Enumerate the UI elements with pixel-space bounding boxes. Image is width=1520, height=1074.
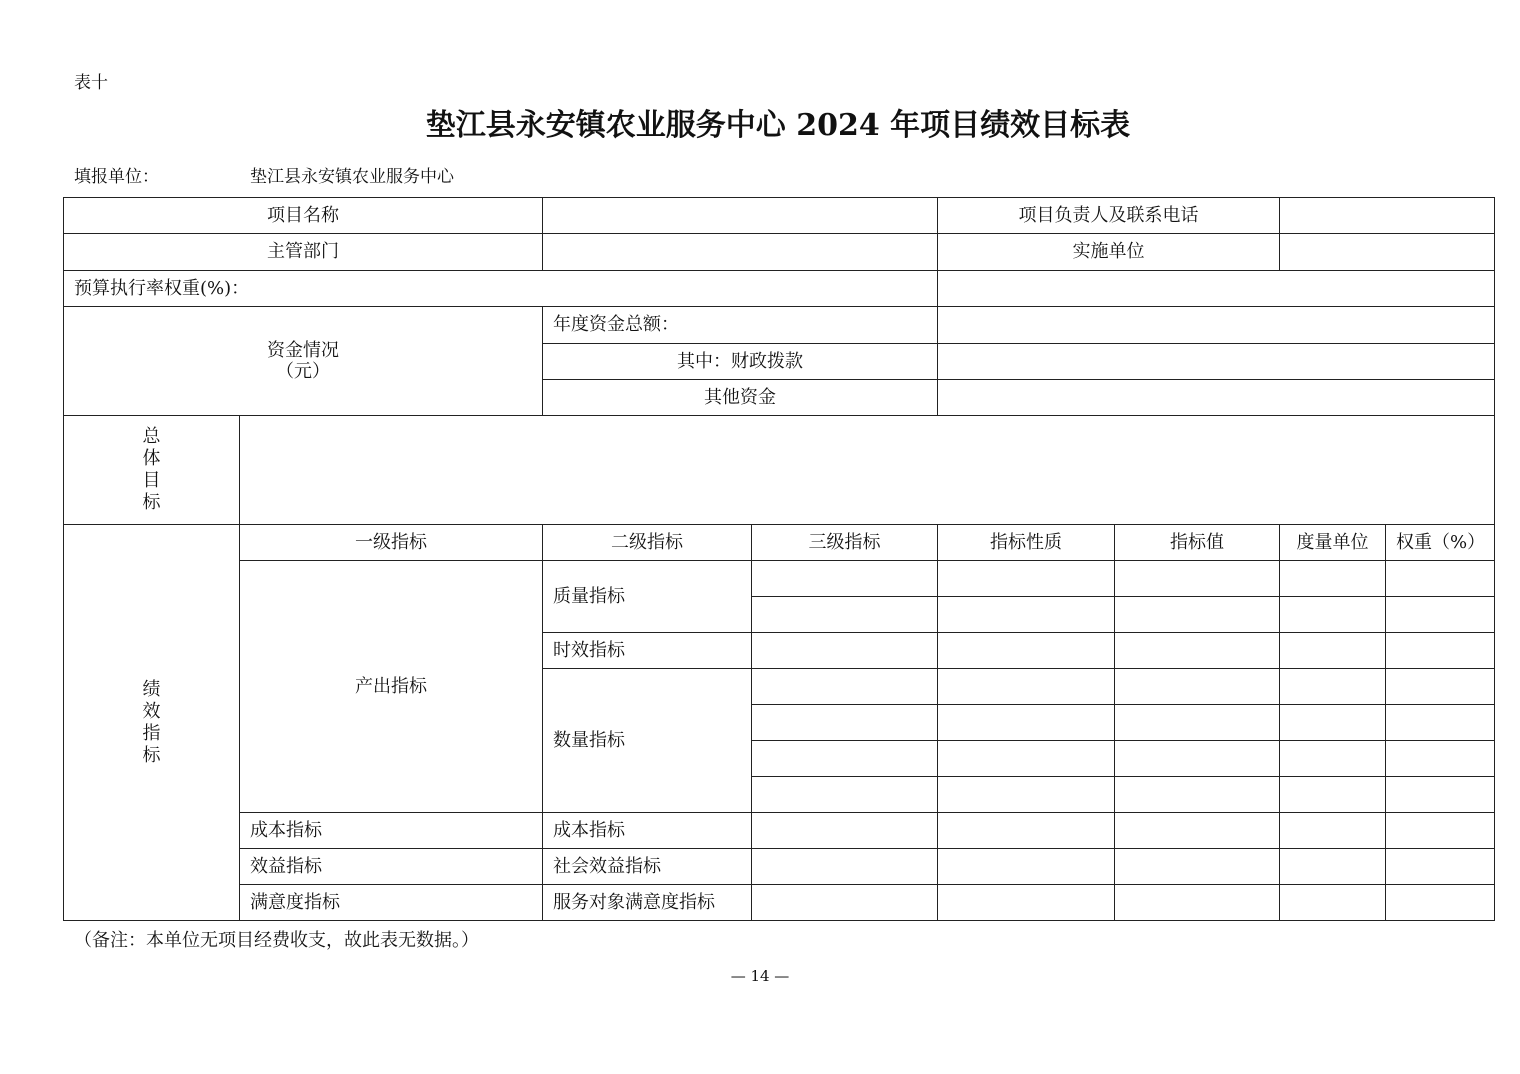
table-cell <box>1386 849 1495 885</box>
table-cell <box>1280 777 1386 813</box>
page-number: — 14 — <box>730 967 790 985</box>
table-cell <box>1386 669 1495 705</box>
table-cell <box>1115 561 1280 597</box>
table-cell <box>1386 705 1495 741</box>
level2-quantity: 数量指标 <box>543 669 752 813</box>
table-cell <box>938 849 1115 885</box>
table-cell <box>752 885 938 921</box>
header-indicator-value: 指标值 <box>1115 525 1280 561</box>
level2-service-satisfaction: 服务对象满意度指标 <box>543 885 752 921</box>
performance-target-table <box>63 197 1495 921</box>
table-cell <box>1280 597 1386 633</box>
table-cell <box>1115 813 1280 849</box>
project-contact-value <box>1280 198 1495 234</box>
reporting-unit-value: 垫江县永安镇农业服务中心 <box>250 167 454 187</box>
header-level2: 二级指标 <box>543 525 752 561</box>
table-cell <box>752 633 938 669</box>
header-measure-unit: 度量单位 <box>1280 525 1386 561</box>
level2-timeliness: 时效指标 <box>543 633 752 669</box>
table-cell <box>1115 597 1280 633</box>
level1-cost: 成本指标 <box>240 813 543 849</box>
table-cell <box>752 777 938 813</box>
table-cell <box>1280 741 1386 777</box>
table-cell <box>1115 741 1280 777</box>
other-funds-label: 其他资金 <box>543 380 938 416</box>
level1-benefit: 效益指标 <box>240 849 543 885</box>
table-cell <box>752 813 938 849</box>
implementing-unit-value <box>1280 234 1495 271</box>
header-level3: 三级指标 <box>752 525 938 561</box>
annual-total-funds-label: 年度资金总额： <box>543 307 938 344</box>
table-cell <box>1386 741 1495 777</box>
table-cell <box>938 777 1115 813</box>
page-title: 垫江县永安镇农业服务中心 2024 年项目绩效目标表 <box>425 108 1131 143</box>
project-name-label: 项目名称 <box>64 198 543 234</box>
level1-satisfaction: 满意度指标 <box>240 885 543 921</box>
table-cell <box>1280 849 1386 885</box>
funds-label-text: 资金情况 <box>267 340 339 361</box>
table-cell <box>752 561 938 597</box>
table-cell <box>938 741 1115 777</box>
table-cell <box>1280 633 1386 669</box>
table-cell <box>938 705 1115 741</box>
table-cell <box>938 633 1115 669</box>
fiscal-appropriation-value <box>938 344 1495 380</box>
supervising-dept-value <box>543 234 938 271</box>
level1-output: 产出指标 <box>240 561 543 813</box>
table-cell <box>1386 633 1495 669</box>
table-cell <box>938 597 1115 633</box>
overall-goal-label: 总体目标 <box>142 426 161 513</box>
performance-indicators-label-cell <box>64 525 240 921</box>
table-cell <box>752 597 938 633</box>
table-cell <box>1280 885 1386 921</box>
table-cell <box>938 813 1115 849</box>
level2-quality: 质量指标 <box>543 561 752 633</box>
table-cell <box>938 885 1115 921</box>
reporting-unit-label: 填报单位： <box>74 167 159 187</box>
table-cell <box>1115 885 1280 921</box>
budget-execution-rate-value <box>938 271 1495 307</box>
header-weight: 权重（%） <box>1386 525 1495 561</box>
header-indicator-nature: 指标性质 <box>938 525 1115 561</box>
table-number: 表十 <box>74 73 108 93</box>
table-cell <box>752 669 938 705</box>
footnote: （备注：本单位无项目经费收支，故此表无数据。） <box>74 930 479 951</box>
table-cell <box>1386 777 1495 813</box>
table-cell <box>1280 561 1386 597</box>
overall-goal-value <box>240 416 1495 525</box>
table-cell <box>1280 669 1386 705</box>
table-cell <box>1115 705 1280 741</box>
table-cell <box>1115 669 1280 705</box>
table-cell <box>938 669 1115 705</box>
table-cell <box>1386 597 1495 633</box>
reporting-unit-row <box>74 162 454 187</box>
implementing-unit-label: 实施单位 <box>938 234 1280 271</box>
table-cell <box>1280 813 1386 849</box>
table-cell <box>752 849 938 885</box>
header-level1: 一级指标 <box>240 525 543 561</box>
level2-cost: 成本指标 <box>543 813 752 849</box>
table-cell <box>1115 849 1280 885</box>
other-funds-value <box>938 380 1495 416</box>
level2-social-benefit: 社会效益指标 <box>543 849 752 885</box>
table-cell <box>1386 561 1495 597</box>
table-cell <box>752 741 938 777</box>
table-cell <box>938 561 1115 597</box>
budget-execution-rate-label: 预算执行率权重(%)： <box>64 271 938 307</box>
funds-label-cell <box>64 307 543 416</box>
performance-indicators-label: 绩效指标 <box>142 678 161 766</box>
fiscal-appropriation-label: 其中：财政拨款 <box>543 344 938 380</box>
supervising-dept-label: 主管部门 <box>64 234 543 271</box>
funds-label <box>267 340 339 382</box>
funds-unit: （元） <box>276 361 330 382</box>
overall-goal-label-cell <box>64 416 240 525</box>
table-cell <box>1115 633 1280 669</box>
table-cell <box>1280 705 1386 741</box>
table-cell <box>752 705 938 741</box>
table-cell <box>1115 777 1280 813</box>
annual-total-funds-value <box>938 307 1495 344</box>
project-contact-label: 项目负责人及联系电话 <box>938 198 1280 234</box>
table-cell <box>1386 813 1495 849</box>
table-cell <box>1386 885 1495 921</box>
project-name-value <box>543 198 938 234</box>
